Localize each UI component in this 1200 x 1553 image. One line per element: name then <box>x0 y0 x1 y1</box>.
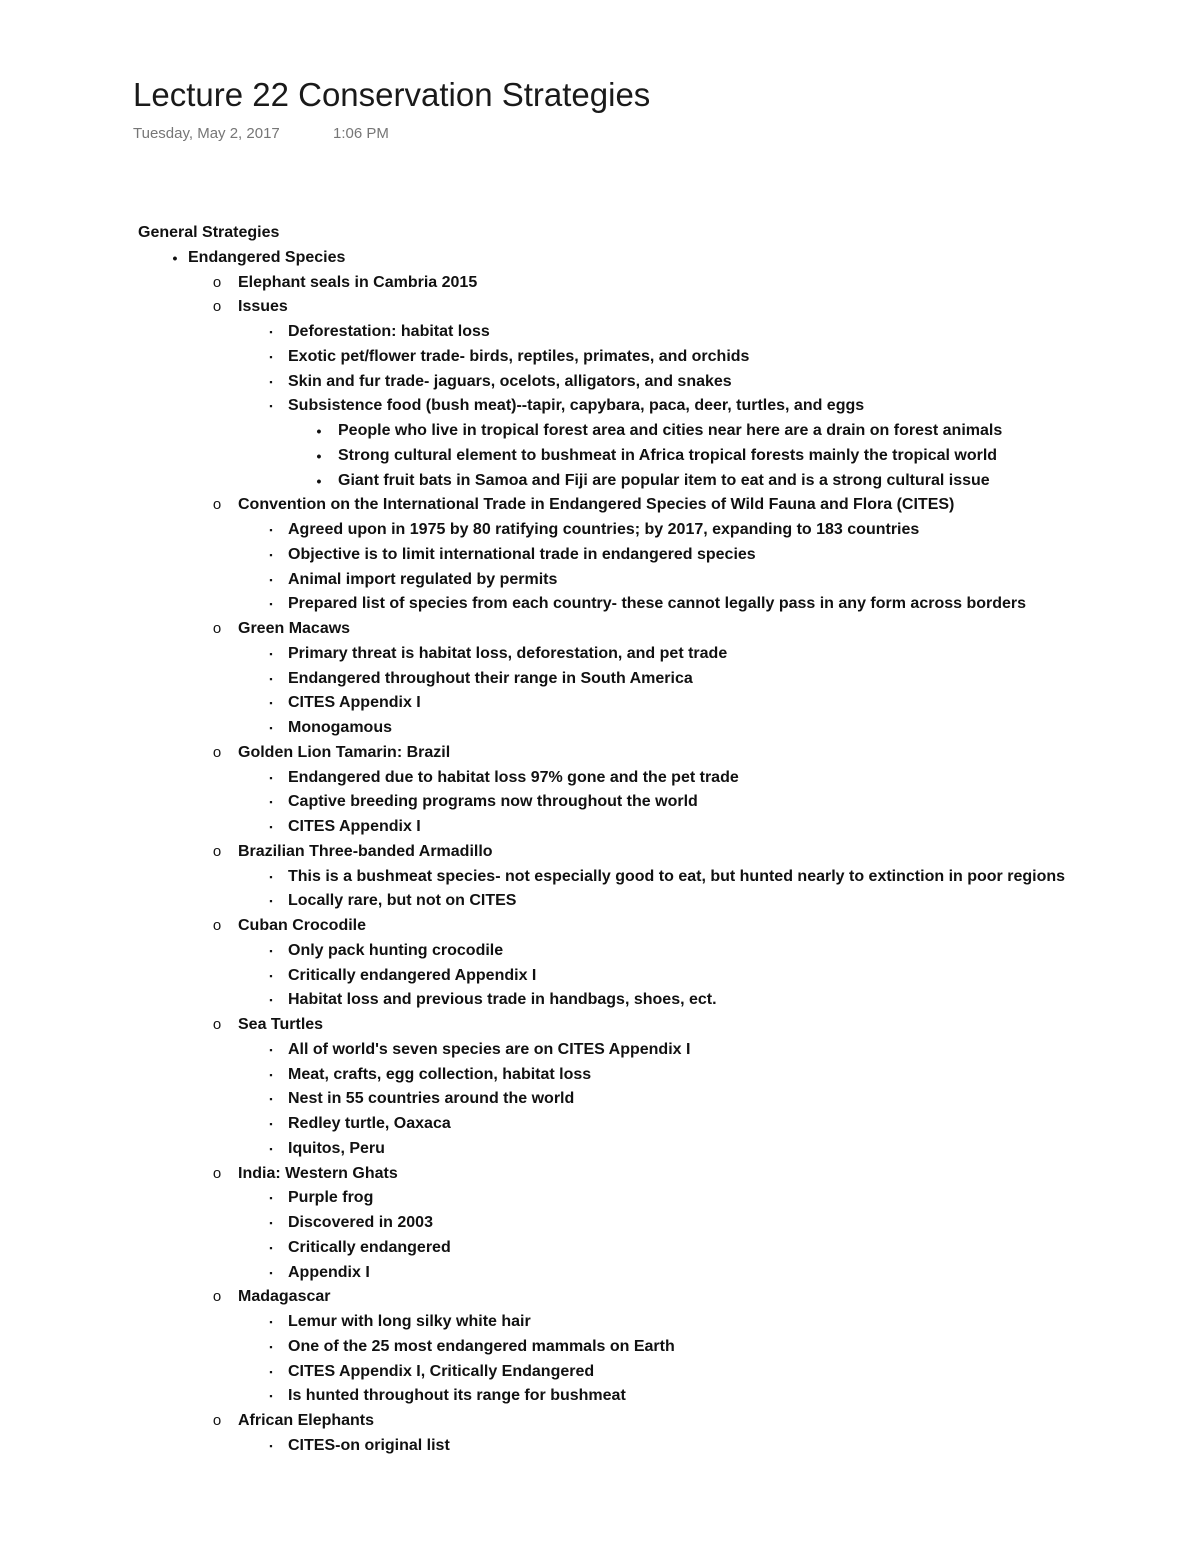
bullet-icon: ▪ <box>269 351 273 362</box>
list-item-text: Endangered throughout their range in South America <box>288 669 693 687</box>
list-item <box>138 394 1188 419</box>
list-item <box>138 790 1188 815</box>
bullet-icon: ▪ <box>269 772 273 783</box>
list-item-text: African Elephants <box>238 1412 375 1429</box>
list-item <box>138 1112 1188 1137</box>
list-item-text: Golden Lion Tamarin: Brazil <box>238 743 451 761</box>
list-item <box>138 964 1188 989</box>
bullet-icon: ▪ <box>269 1391 273 1402</box>
bullet-icon: ▪ <box>269 797 273 808</box>
list-item <box>138 1063 1188 1088</box>
list-item-text: Giant fruit bats in Samoa and Fiji are popular item to eat and is a strong cultural issue <box>338 471 990 489</box>
bullet-icon: ▪ <box>269 1242 273 1253</box>
list-item <box>138 1360 1188 1385</box>
bullet-icon: • <box>316 423 322 439</box>
bullet-icon: ▪ <box>269 1044 273 1055</box>
list-item-text: All of world's seven species are on CITES Appendix I <box>288 1040 691 1058</box>
list-item <box>138 939 1188 964</box>
list-item-text: Strong cultural element to bushmeat in Africa tropical forests mainly the tropical world <box>338 446 998 464</box>
list-item <box>138 1186 1188 1211</box>
bullet-icon: ▪ <box>269 698 273 709</box>
list-item-text: Elephant seals in Cambria 2015 <box>238 273 478 291</box>
bullet-icon: ▪ <box>269 673 273 684</box>
list-item-text: Meat, crafts, egg collection, habitat loss <box>288 1065 592 1083</box>
list-item <box>138 1310 1188 1335</box>
bullet-icon: ▪ <box>269 1267 273 1278</box>
list-item <box>138 271 1188 296</box>
list-item-text: Locally rare, but not on CITES <box>288 892 517 910</box>
list-item-text: This is a bushmeat species- not especially good to eat, but hunted nearly to extinction in poor regions <box>288 867 1066 885</box>
list-item <box>138 295 1188 320</box>
bullet-icon: ▪ <box>269 401 273 412</box>
list-item-text: Convention on the International Trade in Endangered Species of Wild Fauna and Flora (CITES) <box>238 496 955 514</box>
list-item <box>138 444 1188 469</box>
list-item-text: One of the 25 most endangered mammals on Earth <box>288 1337 675 1355</box>
list-item <box>138 1162 1188 1187</box>
note-date: Tuesday, May 2, 2017 <box>133 125 280 142</box>
list-item-text: Endangered due to habitat loss 97% gone and the pet trade <box>288 768 739 786</box>
bullet-icon: o <box>212 496 222 514</box>
list-item-text: Iquitos, Peru <box>288 1139 385 1157</box>
list-item-text: Habitat loss and previous trade in handbags, shoes, ect. <box>288 991 717 1009</box>
list-item <box>138 914 1188 939</box>
bullet-icon: ▪ <box>269 1366 273 1377</box>
list-item <box>138 642 1188 667</box>
bullet-icon: ▪ <box>269 995 273 1006</box>
list-item <box>138 246 1188 271</box>
bullet-icon: o <box>212 1412 222 1429</box>
list-item <box>138 518 1188 543</box>
list-item <box>138 1013 1188 1038</box>
list-item-text: Critically endangered Appendix I <box>288 966 537 984</box>
bullet-icon: ▪ <box>269 1094 273 1105</box>
bullet-icon: ▪ <box>269 945 273 956</box>
list-item <box>138 1285 1188 1310</box>
list-item-text: Appendix I <box>288 1263 370 1281</box>
list-item-text: Redley turtle, Oaxaca <box>288 1115 451 1132</box>
list-item-text: Purple frog <box>288 1189 374 1207</box>
bullet-icon: o <box>212 917 222 934</box>
bullet-icon: ▪ <box>269 599 273 610</box>
list-item-text: People who live in tropical forest area and cities near here are a drain on forest animals <box>338 422 1003 439</box>
list-item-text: Agreed upon in 1975 by 80 ratifying countries; by 2017, expanding to 183 countries <box>288 521 920 538</box>
list-item-text: CITES Appendix I <box>288 818 421 835</box>
bullet-icon: ▪ <box>269 549 273 560</box>
list-item <box>138 419 1188 444</box>
list-item <box>138 345 1188 370</box>
bullet-icon: • <box>316 472 322 489</box>
list-item <box>138 716 1188 741</box>
list-item <box>138 1038 1188 1063</box>
list-item-text: Captive breeding programs now throughout the world <box>288 793 698 811</box>
bullet-icon: ▪ <box>269 1440 273 1451</box>
bullet-icon: o <box>212 743 222 761</box>
list-item-text: Deforestation: habitat loss <box>288 323 490 340</box>
bullet-icon: o <box>212 273 222 291</box>
list-item-text: Prepared list of species from each country- these cannot legally pass in any form across borders <box>288 595 1027 613</box>
list-item <box>138 667 1188 692</box>
bullet-icon: ▪ <box>269 970 273 981</box>
bullet-icon: ▪ <box>269 376 273 387</box>
list-item-text: Animal import regulated by permits <box>288 570 558 588</box>
bullet-icon: ▪ <box>269 723 273 733</box>
list-item-text: Monogamous <box>288 719 392 736</box>
bullet-icon: o <box>212 842 222 860</box>
list-item <box>138 691 1188 716</box>
bullet-icon: ▪ <box>269 1218 273 1228</box>
bullet-icon: ▪ <box>269 1341 273 1352</box>
list-item-text: CITES Appendix I <box>288 694 421 712</box>
bullet-icon: • <box>172 249 178 266</box>
list-item <box>138 469 1188 494</box>
list-item-text: Sea Turtles <box>238 1016 324 1033</box>
list-item-text: Primary threat is habitat loss, deforestation, and pet trade <box>288 644 728 662</box>
list-item <box>138 543 1188 568</box>
list-item-text: CITES-on original list <box>288 1436 450 1454</box>
list-item <box>138 766 1188 791</box>
list-item <box>138 320 1188 345</box>
bullet-icon: • <box>316 447 322 464</box>
bullet-icon: ▪ <box>269 871 273 882</box>
bullet-icon: ▪ <box>269 1069 273 1080</box>
bullet-icon: ▪ <box>269 1143 273 1154</box>
list-item-text: Skin and fur trade- jaguars, ocelots, alligators, and snakes <box>288 372 732 390</box>
list-item-text: Only pack hunting crocodile <box>288 941 504 959</box>
bullet-icon: ▪ <box>269 822 273 832</box>
list-item <box>138 1261 1188 1286</box>
list-item <box>138 370 1188 395</box>
list-item <box>138 889 1188 914</box>
list-item-text: Exotic pet/flower trade- birds, reptiles, primates, and orchids <box>288 347 750 365</box>
bullet-icon: o <box>212 1288 222 1306</box>
bullet-icon: o <box>212 298 222 316</box>
bullet-icon: o <box>212 1164 222 1182</box>
list-item <box>138 1335 1188 1360</box>
list-item-text: India: Western Ghats <box>238 1164 398 1182</box>
list-item <box>138 1087 1188 1112</box>
list-item <box>138 1236 1188 1261</box>
list-item-text: Green Macaws <box>238 620 351 637</box>
note-time: 1:06 PM <box>333 125 389 142</box>
bullet-icon: ▪ <box>269 327 273 337</box>
list-item <box>138 1384 1188 1409</box>
list-item <box>138 865 1188 890</box>
list-item-text: Lemur with long silky white hair <box>288 1313 531 1330</box>
bullet-icon: ▪ <box>269 896 273 907</box>
bullet-icon: ▪ <box>269 574 273 585</box>
list-item <box>138 741 1188 766</box>
list-item-text: General Strategies <box>138 224 280 241</box>
list-item-text: Is hunted throughout its range for bushmeat <box>288 1387 626 1405</box>
bullet-icon: ▪ <box>269 1193 273 1204</box>
list-item-text: Madagascar <box>238 1288 331 1306</box>
list-item-text: CITES Appendix I, Critically Endangered <box>288 1362 595 1380</box>
bullet-icon: o <box>212 1016 222 1033</box>
list-item <box>138 1137 1188 1162</box>
list-item-text: Endangered Species <box>188 248 346 266</box>
bullet-icon: ▪ <box>269 525 273 535</box>
list-item <box>138 568 1188 593</box>
page-title: Lecture 22 Conservation Strategies <box>133 76 651 113</box>
list-item-text: Objective is to limit international trade in endangered species <box>288 545 756 563</box>
bullet-icon: ▪ <box>269 1119 273 1129</box>
list-item-text: Subsistence food (bush meat)--tapir, capybara, paca, deer, turtles, and eggs <box>288 397 865 415</box>
list-item-text: Critically endangered <box>288 1238 451 1256</box>
list-item <box>138 617 1188 642</box>
list-item <box>138 840 1188 865</box>
list-item <box>138 815 1188 840</box>
section-heading <box>138 221 1188 246</box>
list-item-text: Discovered in 2003 <box>288 1214 433 1231</box>
list-item-text: Nest in 55 countries around the world <box>288 1090 575 1108</box>
list-item <box>138 493 1188 518</box>
list-item <box>138 1211 1188 1236</box>
list-item-text: Brazilian Three-banded Armadillo <box>238 842 493 860</box>
list-item <box>138 1434 1188 1459</box>
bullet-icon: o <box>212 620 222 637</box>
bullet-icon: ▪ <box>269 1317 273 1327</box>
list-item <box>138 1409 1188 1434</box>
list-item-text: Issues <box>238 298 288 316</box>
list-item-text: Cuban Crocodile <box>238 917 367 934</box>
bullet-icon: ▪ <box>269 648 273 659</box>
list-item <box>138 592 1188 617</box>
list-item <box>138 988 1188 1013</box>
notes-outline <box>138 221 1188 1459</box>
